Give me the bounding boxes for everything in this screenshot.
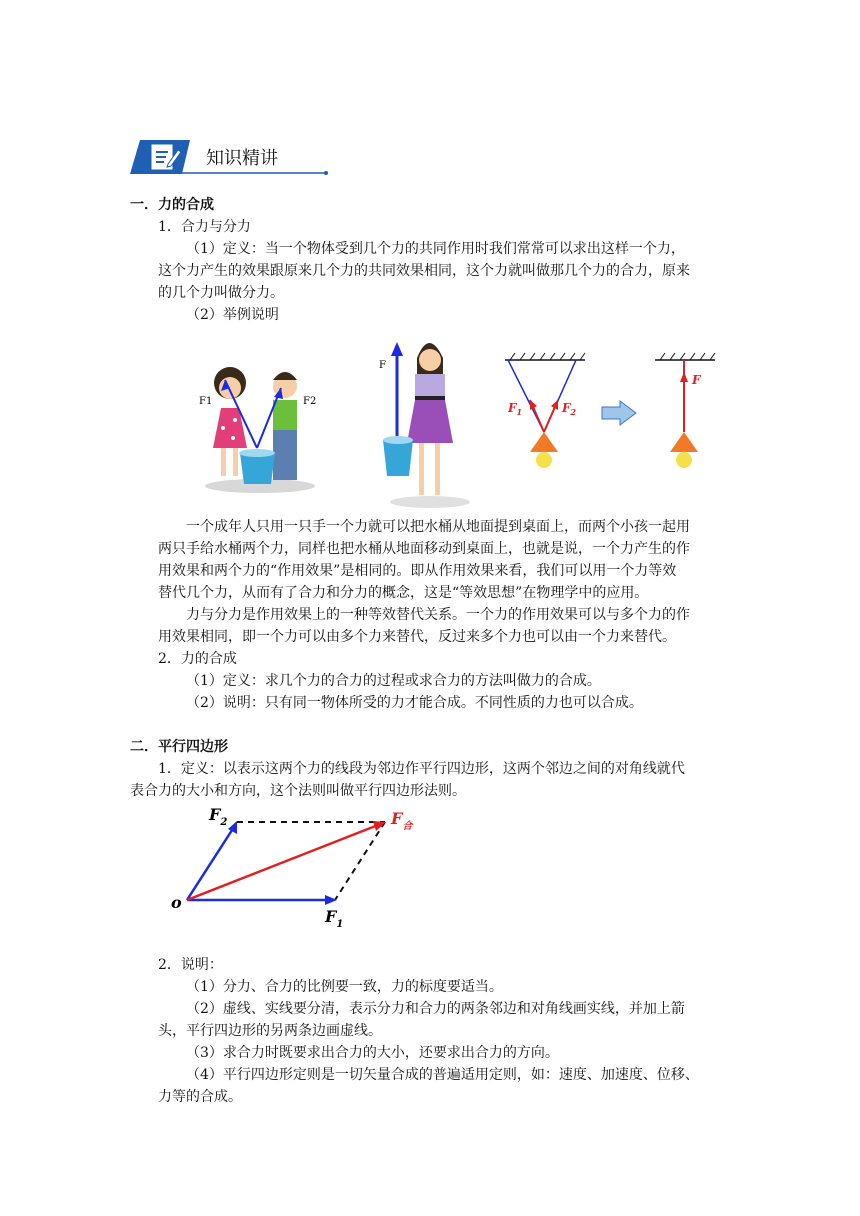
vector-resultant — [187, 825, 378, 900]
example-label: （2）举例说明 — [186, 307, 279, 323]
label-f2: $F_2$ — [209, 805, 228, 828]
label-lamp-f1: $F_1$ — [508, 401, 523, 417]
woman-bucket-illustration — [375, 328, 475, 512]
note-line: （3）求合力时既要求出合力的大小，还要求出合力的方向。 — [186, 1045, 559, 1061]
section-banner — [130, 138, 330, 178]
children-bucket-illustration — [195, 358, 325, 494]
label-lamp-f2: $F_2$ — [562, 401, 577, 417]
paragraph-line: 两只手给水桶两个力，同样也把水桶从地面移动到桌面上，也就是说，一个力产生的作 — [158, 541, 690, 557]
vector-f2 — [187, 827, 234, 900]
label-origin: o — [171, 893, 182, 912]
paragraph-line: 替代几个力，从而有了合力和分力的概念，这是“等效思想”在物理学中的应用。 — [158, 585, 649, 601]
subheading-composition: 2．力的合成 — [158, 651, 237, 667]
banner-title: 知识精讲 — [206, 148, 278, 169]
composition-item: （1）定义：求几个力的合力的过程或求合力的方法叫做力的合成。 — [186, 673, 601, 689]
definition-line: 这个力产生的效果跟原来几个力的共同效果相同，这个力就叫做那几个力的合力，原来 — [158, 263, 690, 279]
label-resultant: $F_合$ — [391, 809, 413, 832]
dashed-side-right — [335, 822, 385, 900]
right-arrow-icon — [600, 400, 638, 426]
label-f: F — [379, 360, 386, 371]
section1-heading: 一．力的合成 — [130, 197, 214, 213]
paragraph-line: 用效果和两个力的“作用效果”是相同的。即从作用效果来看，我们可以用一个力等效 — [158, 563, 677, 579]
note-line: 力等的合成。 — [158, 1089, 242, 1105]
definition-line: 的几个力叫做分力。 — [158, 285, 284, 301]
note-line: （1）分力、合力的比例要一致，力的标度要适当。 — [186, 979, 503, 995]
label-f1: F1 — [199, 396, 213, 407]
paragraph-line: 用效果相同，即一个力可以由多个力来替代，反过来多个力也可以由一个力来替代。 — [158, 629, 676, 645]
definition-line: （1）定义：当一个物体受到几个力的共同作用时我们常常可以求出这样一个力， — [186, 241, 685, 257]
parallelogram-law-diagram — [165, 800, 435, 935]
notes-title: 2．说明： — [158, 957, 223, 973]
lamp-single-rope-diagram — [650, 350, 720, 475]
definition-line: 表合力的大小和方向，这个法则叫做平行四边形法则。 — [130, 783, 466, 799]
label-lamp-f: F — [692, 373, 701, 387]
note-line: （2）虚线、实线要分清，表示分力和合力的两条邻边和对角线画实线，并加上箭 — [186, 1001, 685, 1017]
definition-line: 1．定义：以表示这两个力的线段为邻边作平行四边形，这两个邻边之间的对角线就代 — [158, 761, 685, 777]
note-line: 头，平行四边形的另两条边画虚线。 — [158, 1023, 382, 1039]
composition-item: （2）说明：只有同一物体所受的力才能合成。不同性质的力也可以合成。 — [186, 695, 643, 711]
lamp-two-ropes-diagram — [500, 350, 590, 475]
paragraph-line: 一个成年人只用一只手一个力就可以把水桶从地面提到桌面上，而两个小孩一起用 — [186, 519, 690, 535]
label-f2: F2 — [303, 396, 317, 407]
section2-heading: 二．平行四边形 — [130, 739, 228, 755]
paragraph-line: 力与分力是作用效果上的一种等效替代关系。一个力的作用效果可以与多个力的作 — [186, 607, 690, 623]
subheading-resultant-component: 1．合力与分力 — [158, 219, 251, 235]
note-line: （4）平行四边形定则是一切矢量合成的普遍适用定则，如：速度、加速度、位移、 — [186, 1067, 699, 1083]
notepad-pencil-icon — [148, 142, 182, 172]
label-f1: $F_1$ — [325, 907, 344, 930]
